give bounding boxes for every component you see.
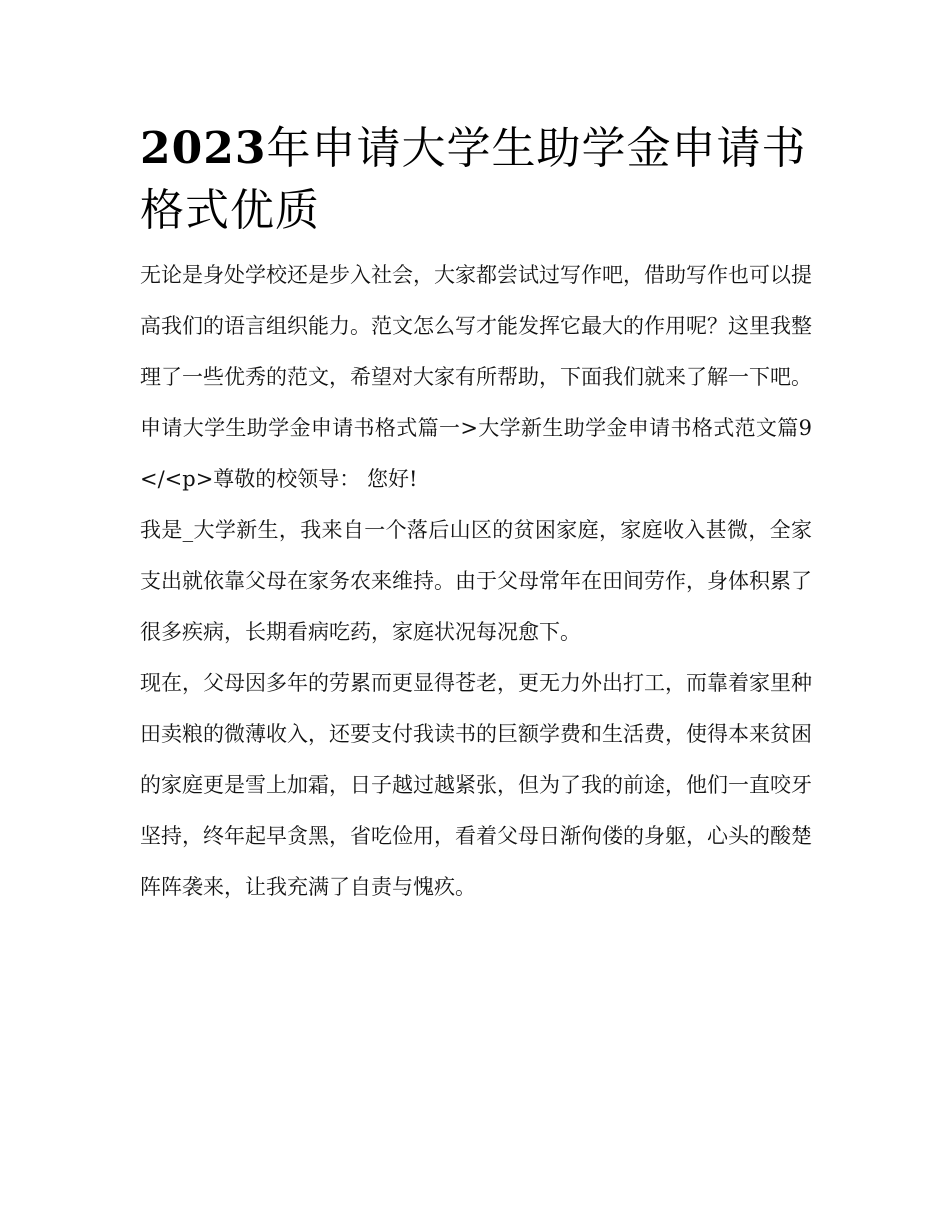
- body-paragraph-2: 现在，父母因多年的劳累而更显得苍老，更无力外出打工，而靠着家里种田卖粮的微薄收入，还要支付我读书的巨额学费和生活费，使得本来贫困的家庭更是雪上加霜，日子越过越紧张，但为了我的前途，他们一直咬牙坚持，终年起早贪黑，省吃俭用，看着父母日渐佝偻的身躯，心头的酸楚阵阵袭来，让我充满了自责与愧疚。: [140, 671, 812, 899]
- document-body: [140, 118, 812, 913]
- document-title: [140, 118, 812, 242]
- section-heading-paragraph: 申请大学生助学金申请书格式篇一>大学新生助学金申请书格式范文篇9</<p>尊敬的校领导： 您好!: [140, 416, 812, 491]
- body-paragraph-1: 我是_大学新生，我来自一个落后山区的贫困家庭，家庭收入甚微，全家支出就依靠父母在家务农来维持。由于父母常年在田间劳作，身体积累了很多疾病，长期看病吃药，家庭状况每况愈下。: [140, 518, 812, 644]
- title-text: 年申请大学生助学金申请书格式优质: [140, 123, 807, 236]
- title-year: 2023: [140, 123, 267, 174]
- intro-paragraph: 无论是身处学校还是步入社会，大家都尝试过写作吧，借助写作也可以提高我们的语言组织能力。范文怎么写才能发挥它最大的作用呢？这里我整理了一些优秀的范文，希望对大家有所帮助，下面我们就来了解一下吧。: [140, 263, 812, 389]
